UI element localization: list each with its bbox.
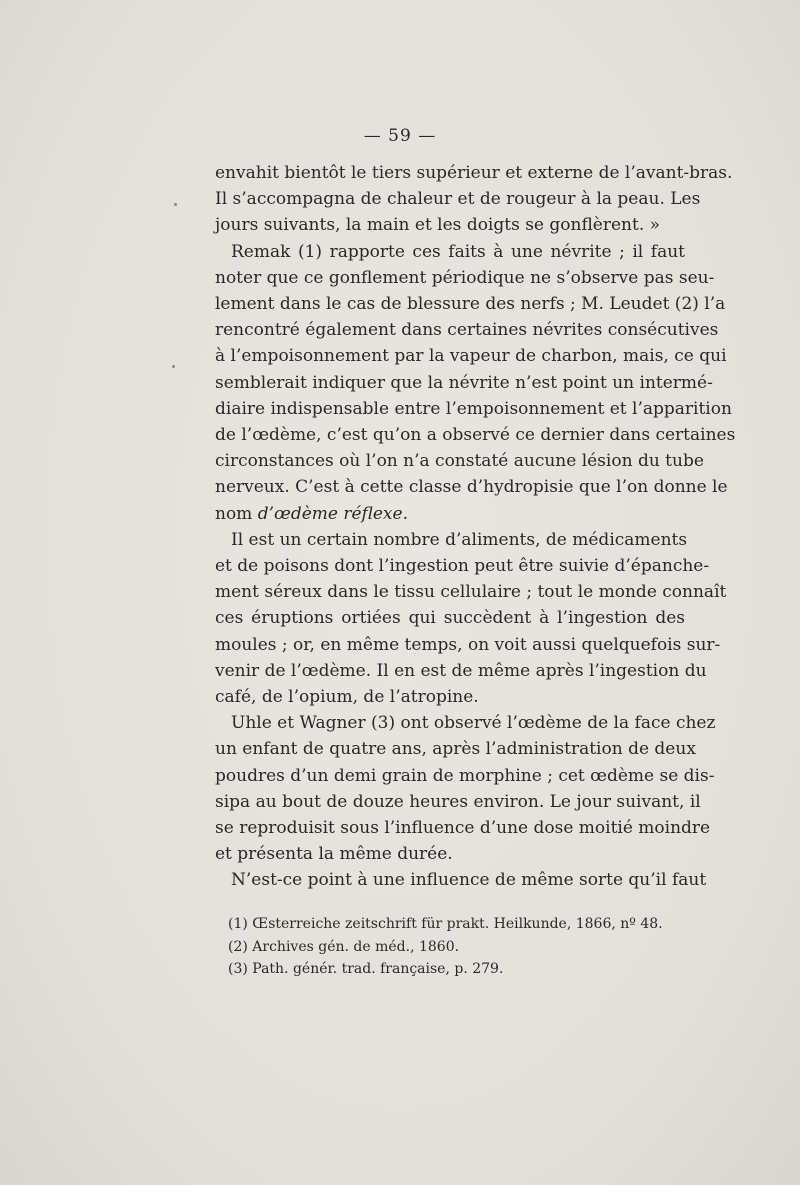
text-line: de l’œdème, c’est qu’on a observé ce dernier dans certaines: [215, 425, 736, 446]
paragraph: [215, 710, 716, 867]
text-line: envahit bientôt le tiers supérieur et externe de l’avant-bras.: [215, 163, 733, 183]
text-line: noter que ce gonflement périodique ne s’observe pas seu-: [215, 267, 715, 288]
text-line: et présenta la même durée.: [215, 844, 453, 865]
text-line: jours suivants, la main et les doigts se gonflèrent. »: [215, 215, 661, 236]
text-line: N’est-ce point à une influence de même sorte qu’il faut: [231, 870, 707, 891]
paragraph: [215, 239, 736, 527]
footnote: (2) Archives gén. de méd., 1860.: [228, 938, 460, 955]
text-line: et de poisons dont l’ingestion peut être suivie d’épanche-: [215, 556, 710, 577]
text-line: moules ; or, en même temps, on voit aussi quelquefois sur-: [215, 634, 721, 655]
paragraph: [215, 527, 727, 710]
text-line: Uhle et Wagner (3) ont observé l’œdème de la face chez: [231, 713, 716, 734]
paragraph: [215, 867, 707, 893]
text-line: sipa au bout de douze heures environ. Le jour suivant, il: [215, 791, 701, 812]
text-line: nerveux. C’est à cette classe d’hydropisie que l’on donne le: [215, 477, 728, 498]
text-line: venir de l’œdème. Il en est de même après l’ingestion du: [215, 660, 707, 681]
text-line: lement dans le cas de blessure des nerfs ; M. Leudet (2) l’a: [215, 294, 726, 315]
text-line: Il est un certain nombre d’aliments, de médicaments: [231, 529, 688, 550]
footnotes: [228, 913, 663, 981]
page-number: — 59 —: [363, 126, 437, 146]
text-line: poudres d’un demi grain de morphine ; cet œdème se dis-: [215, 765, 715, 786]
footnote: (1) Œsterreiche zeitschrift für prakt. Heilkunde, 1866, nº 48.: [228, 916, 663, 932]
text-line: un enfant de quatre ans, après l’administration de deux: [215, 739, 696, 760]
italic-term: d’œdème réflexe.: [257, 503, 408, 524]
text-line: Remak (1) rapporte ces faits à une névrite ; il faut: [231, 241, 685, 262]
text-line: circonstances où l’on n’a constaté aucune lésion du tube: [215, 451, 704, 472]
footnote: (3) Path. génér. trad. française, p. 279.: [228, 961, 504, 977]
text-line: ment séreux dans le tissu cellulaire ; tout le monde connaît: [215, 582, 727, 603]
text-line: semblerait indiquer que la névrite n’est point un intermé-: [215, 372, 713, 393]
text-line: Il s’accompagna de chaleur et de rougeur à la peau. Les: [215, 189, 701, 210]
text-line: se reproduisit sous l’influence d’une dose moitié moindre: [215, 818, 711, 839]
text-line: diaire indispensable entre l’empoisonnement et l’apparition: [215, 398, 732, 419]
main-text: [215, 160, 736, 894]
text-fragment: nom: [215, 503, 258, 524]
text-line: [215, 501, 685, 527]
text-line: rencontré également dans certaines névrites consécutives: [215, 320, 719, 341]
text-line: à l’empoisonnement par la vapeur de charbon, mais, ce qui: [215, 346, 727, 367]
paper-speck: [174, 203, 177, 206]
text-line: ces éruptions ortiées qui succèdent à l’ingestion des: [215, 608, 685, 629]
paper-speck: [172, 365, 175, 368]
paragraph: [215, 160, 733, 239]
text-line: café, de l’opium, de l’atropine.: [215, 687, 479, 708]
